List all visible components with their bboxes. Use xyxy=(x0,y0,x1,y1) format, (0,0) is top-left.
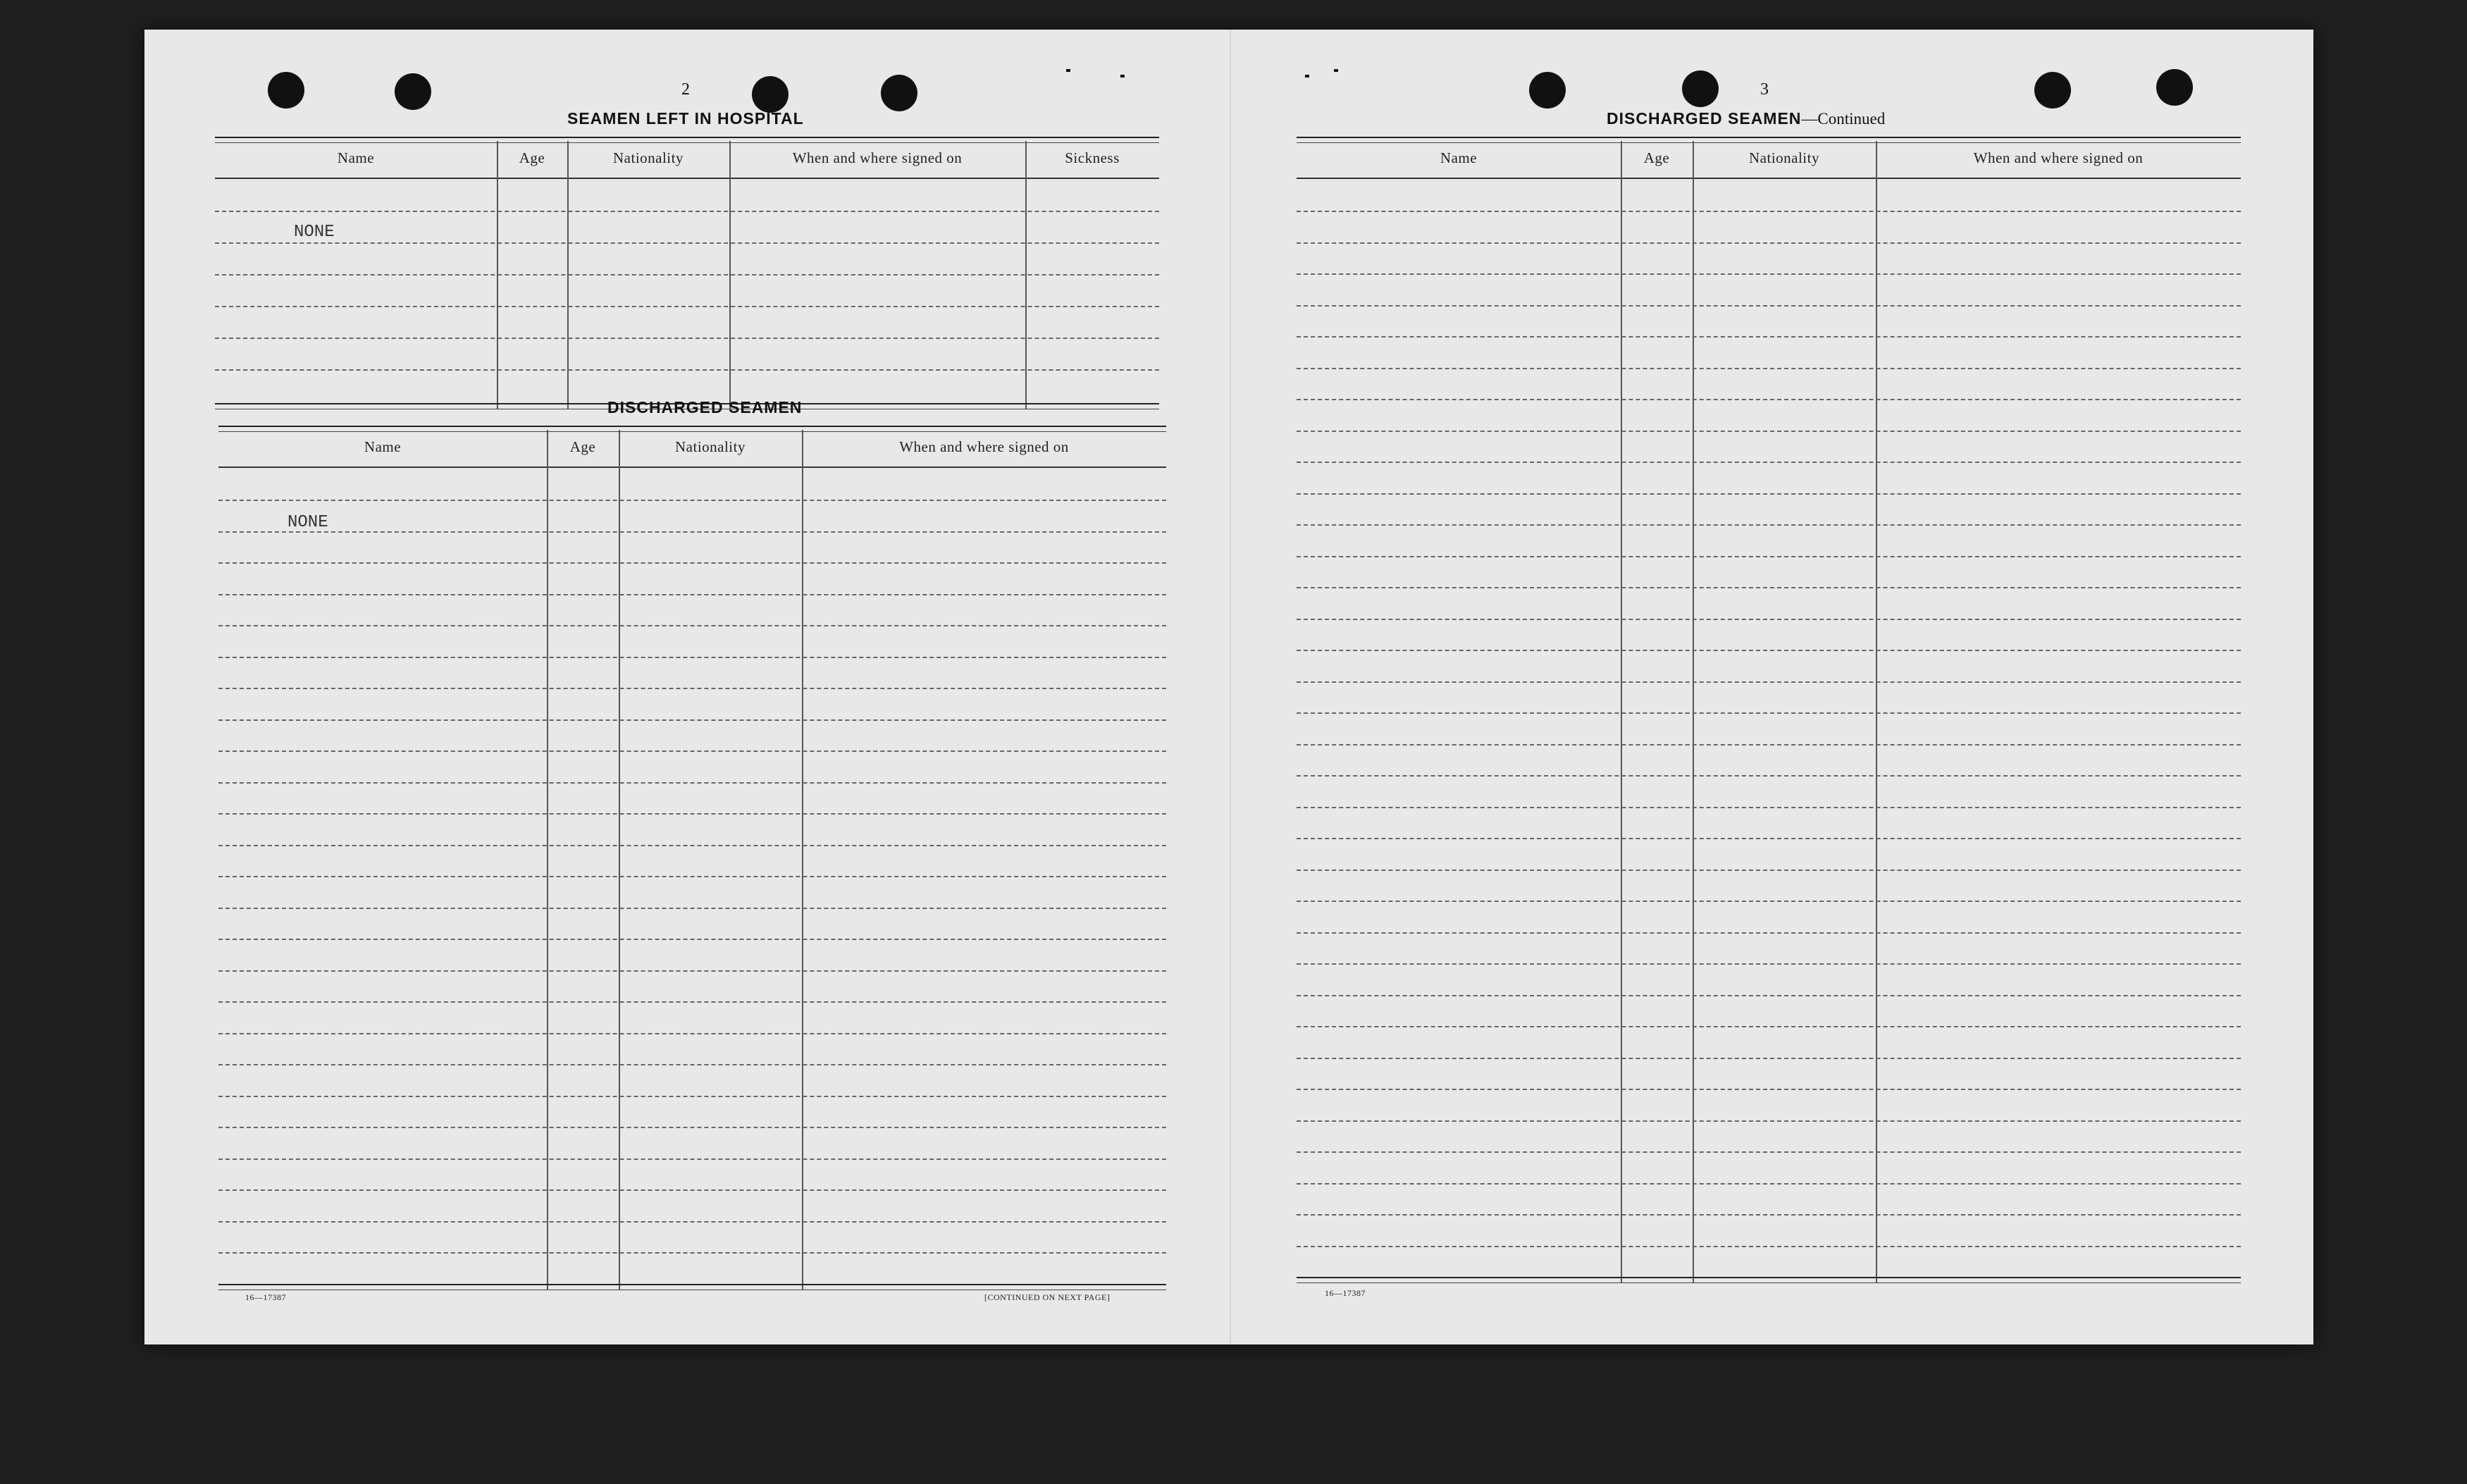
hospital-section-title: SEAMEN LEFT IN HOSPITAL xyxy=(567,109,804,128)
table-top-rule xyxy=(1297,137,2241,143)
row-rule xyxy=(218,1252,1166,1254)
column-header-age: Age xyxy=(569,438,596,455)
row-rule xyxy=(1297,681,2241,683)
row-rule xyxy=(218,1158,1166,1160)
row-rule xyxy=(215,369,1159,371)
column-divider xyxy=(1876,141,1877,1282)
row-rule xyxy=(1297,1183,2241,1185)
row-rule xyxy=(218,1001,1166,1003)
row-rule xyxy=(1297,493,2241,495)
column-header-signed-on: When and where signed on xyxy=(792,149,963,166)
row-rule xyxy=(218,939,1166,940)
row-rule xyxy=(1297,1120,2241,1122)
page-number: 3 xyxy=(1760,80,1769,99)
left-page xyxy=(144,30,1230,1344)
table-bottom-rule xyxy=(1297,1277,2241,1283)
row-rule xyxy=(218,719,1166,721)
name-entry: NONE xyxy=(294,223,335,242)
header-divider xyxy=(218,466,1166,468)
column-header-signed-on: When and where signed on xyxy=(899,438,1069,455)
row-rule xyxy=(1297,963,2241,965)
row-rule xyxy=(1297,650,2241,651)
row-rule xyxy=(218,625,1166,626)
row-rule xyxy=(1297,431,2241,432)
row-rule xyxy=(1297,1151,2241,1153)
name-entry: NONE xyxy=(287,513,328,532)
column-header-signed-on: When and where signed on xyxy=(1973,149,2144,166)
table-top-rule xyxy=(215,137,1159,143)
column-header-name: Name xyxy=(364,438,402,455)
row-rule xyxy=(1297,901,2241,902)
row-rule xyxy=(218,1221,1166,1223)
row-rule xyxy=(1297,932,2241,934)
row-rule xyxy=(1297,336,2241,338)
title-suffix: —Continued xyxy=(1801,110,1886,128)
discharged-table xyxy=(218,426,1166,1292)
column-divider xyxy=(1693,141,1694,1282)
row-rule xyxy=(218,782,1166,784)
row-rule xyxy=(218,1064,1166,1065)
row-rule xyxy=(218,657,1166,658)
column-header-name: Name xyxy=(337,149,375,166)
column-header-nationality: Nationality xyxy=(1749,149,1819,166)
row-rule xyxy=(218,1189,1166,1191)
row-rule xyxy=(1297,807,2241,808)
row-rule xyxy=(215,242,1159,244)
row-rule xyxy=(218,813,1166,815)
column-divider xyxy=(619,430,620,1290)
row-rule xyxy=(215,338,1159,339)
discharged-continued-title xyxy=(1607,109,1885,128)
row-rule xyxy=(1297,399,2241,400)
row-rule xyxy=(218,562,1166,564)
header-divider xyxy=(1297,178,2241,179)
row-rule xyxy=(1297,305,2241,307)
discharged-section-title: DISCHARGED SEAMEN xyxy=(607,398,803,416)
column-divider xyxy=(547,430,548,1290)
column-header-nationality: Nationality xyxy=(675,438,746,455)
row-rule xyxy=(1297,744,2241,746)
table-header xyxy=(1297,145,2241,173)
page-number: 2 xyxy=(681,80,690,99)
form-number: 16—17387 xyxy=(1325,1288,1366,1298)
table-bottom-rule xyxy=(218,1284,1166,1290)
row-rule xyxy=(1297,1089,2241,1090)
row-rule xyxy=(218,970,1166,972)
form-number: 16—17387 xyxy=(245,1292,286,1302)
row-rule xyxy=(218,531,1166,533)
column-header-name: Name xyxy=(1440,149,1478,166)
column-header-nationality: Nationality xyxy=(613,149,684,166)
row-rule xyxy=(1297,870,2241,871)
row-rule xyxy=(218,1033,1166,1034)
table-header xyxy=(218,434,1166,462)
column-header-sickness: Sickness xyxy=(1065,149,1120,166)
row-rule xyxy=(1297,838,2241,839)
row-rule xyxy=(218,500,1166,501)
header-divider xyxy=(215,178,1159,179)
row-rule xyxy=(1297,619,2241,620)
row-rule xyxy=(1297,995,2241,996)
row-rule xyxy=(218,688,1166,689)
column-header-age: Age xyxy=(519,149,545,166)
column-header-age: Age xyxy=(1643,149,1670,166)
row-rule xyxy=(215,274,1159,276)
row-rule xyxy=(1297,1026,2241,1027)
row-rule xyxy=(1297,712,2241,714)
row-rule xyxy=(1297,368,2241,369)
row-rule xyxy=(1297,775,2241,777)
row-rule xyxy=(218,845,1166,846)
table-header xyxy=(215,145,1159,173)
row-rule xyxy=(1297,211,2241,212)
column-divider xyxy=(1621,141,1622,1282)
row-rule xyxy=(218,1096,1166,1097)
row-rule xyxy=(215,306,1159,307)
title-main: DISCHARGED SEAMEN xyxy=(1607,109,1802,128)
row-rule xyxy=(218,876,1166,877)
column-divider xyxy=(802,430,803,1290)
table-top-rule xyxy=(218,426,1166,432)
row-rule xyxy=(1297,556,2241,557)
row-rule xyxy=(1297,242,2241,244)
row-rule xyxy=(218,594,1166,595)
row-rule xyxy=(1297,1214,2241,1216)
row-rule xyxy=(1297,273,2241,275)
discharged-continued-table xyxy=(1297,137,2241,1292)
hospital-table xyxy=(215,137,1159,412)
row-rule xyxy=(1297,462,2241,463)
right-page xyxy=(1230,30,2313,1344)
row-rule xyxy=(1297,587,2241,588)
document-sheet xyxy=(144,30,2313,1344)
row-rule xyxy=(215,211,1159,212)
row-rule xyxy=(1297,1058,2241,1059)
row-rule xyxy=(1297,524,2241,526)
row-rule xyxy=(218,1127,1166,1128)
row-rule xyxy=(218,908,1166,909)
row-rule xyxy=(218,750,1166,752)
row-rule xyxy=(1297,1246,2241,1247)
continued-note: [CONTINUED ON NEXT PAGE] xyxy=(984,1292,1111,1302)
